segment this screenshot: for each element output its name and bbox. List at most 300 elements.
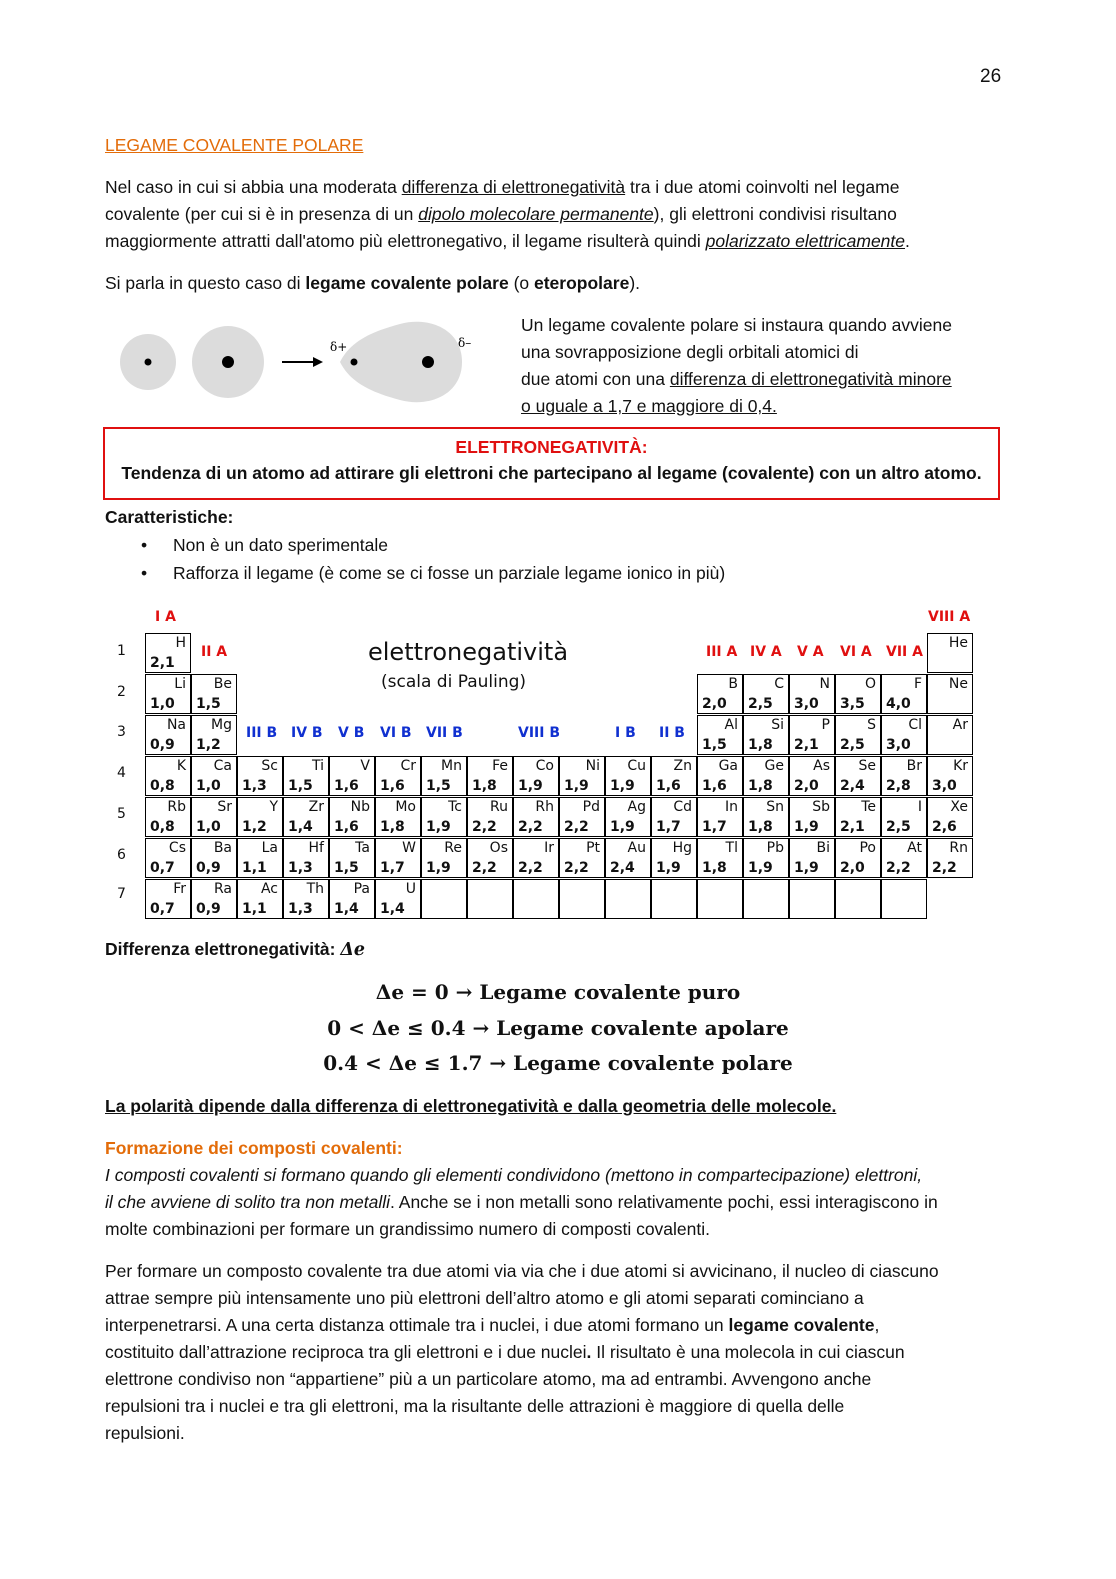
- side-underline: differenza di elettronegatività minore: [669, 369, 952, 389]
- element-value: 1,0: [196, 819, 221, 835]
- period-label: 3: [117, 724, 126, 740]
- element-cell: [513, 797, 559, 837]
- equation: Δe = 0 → Legame covalente puro: [375, 980, 741, 1004]
- element-value: 1,5: [288, 778, 313, 794]
- intro-text: .: [905, 231, 910, 251]
- element-symbol: V: [360, 758, 370, 774]
- side-line: una sovrapposizione degli orbitali atomici di: [521, 342, 859, 362]
- equation: 0 < Δe ≤ 0.4 → Legame covalente apolare: [327, 1016, 789, 1040]
- element-cell: [605, 797, 651, 837]
- element-cell: [927, 633, 973, 673]
- element-value: 1,4: [334, 901, 359, 917]
- period-label: 7: [117, 886, 126, 902]
- element-cell: [145, 879, 191, 919]
- element-value: 1,9: [518, 778, 543, 794]
- definition-title: ELETTRONEGATIVITÀ:: [455, 437, 648, 457]
- element-value: 1,1: [242, 901, 267, 917]
- characteristics-heading: Caratteristiche:: [105, 507, 234, 527]
- element-cell: [421, 756, 467, 796]
- element-cell: [145, 756, 191, 796]
- element-symbol: Se: [858, 758, 876, 774]
- empty-cell: [467, 879, 513, 919]
- bold-text: eteropolare: [534, 273, 630, 293]
- element-cell: [283, 797, 329, 837]
- element-value: 0,9: [196, 860, 221, 876]
- characteristics-list: [105, 531, 1005, 587]
- element-value: 2,2: [932, 860, 957, 876]
- element-cell: [881, 838, 927, 878]
- element-cell: [145, 633, 191, 673]
- side-line: Un legame covalente polare si instaura quando avviene: [521, 315, 952, 335]
- element-symbol: In: [724, 799, 738, 815]
- element-value: 1,8: [748, 778, 773, 794]
- group-label: I A: [155, 609, 176, 625]
- element-symbol: Sr: [217, 799, 232, 815]
- element-value: 2,1: [840, 819, 865, 835]
- element-symbol: Li: [174, 676, 186, 692]
- element-symbol: N: [819, 676, 830, 692]
- element-cell: [375, 838, 421, 878]
- delta-plus-label: δ+: [330, 340, 348, 354]
- element-symbol: Os: [489, 840, 508, 856]
- element-cell: [697, 756, 743, 796]
- period-label: 4: [117, 765, 126, 781]
- element-value: 1,3: [288, 860, 313, 876]
- intro-text: covalente (per cui si è in presenza di un: [105, 204, 419, 224]
- element-cell: [191, 797, 237, 837]
- element-cell: [283, 756, 329, 796]
- element-cell: [559, 756, 605, 796]
- side-underline: o uguale a 1,7 e maggiore di 0,4.: [521, 396, 777, 416]
- table-subtitle: (scala di Pauling): [381, 672, 527, 692]
- element-cell: [145, 715, 191, 755]
- element-cell: [237, 879, 283, 919]
- arrow-head-icon: [313, 357, 323, 367]
- element-cell: [329, 879, 375, 919]
- intro-underline-italic: dipolo molecolare permanente: [418, 204, 654, 224]
- empty-cell: [881, 879, 927, 919]
- element-value: 1,9: [794, 819, 819, 835]
- element-cell: [789, 797, 835, 837]
- element-value: 0,7: [150, 860, 175, 876]
- element-symbol: Ge: [764, 758, 784, 774]
- element-cell: [467, 797, 513, 837]
- element-symbol: Pb: [766, 840, 784, 856]
- element-value: 1,8: [748, 737, 773, 753]
- group-label: I B: [615, 725, 636, 741]
- element-cell: [651, 797, 697, 837]
- table-title: elettronegatività: [368, 638, 569, 666]
- delta-heading: [105, 936, 365, 964]
- group-label: III A: [706, 644, 738, 660]
- group-label: IV B: [291, 725, 323, 741]
- group-label: VI A: [840, 644, 872, 660]
- element-symbol: Mn: [441, 758, 462, 774]
- polar-sentence: [105, 270, 1005, 297]
- element-cell: [191, 879, 237, 919]
- element-symbol: Ne: [948, 676, 968, 692]
- element-value: 1,4: [288, 819, 313, 835]
- group-label: V A: [797, 644, 824, 660]
- element-value: 0,7: [150, 901, 175, 917]
- element-cell: [605, 838, 651, 878]
- intro-underline: differenza di elettronegatività: [401, 177, 626, 197]
- period-label: 5: [117, 806, 126, 822]
- element-value: 2,2: [472, 860, 497, 876]
- element-cell: [743, 715, 789, 755]
- element-cell: [835, 756, 881, 796]
- element-value: 2,4: [610, 860, 635, 876]
- element-cell: [651, 838, 697, 878]
- equation: 0.4 < Δe ≤ 1.7 → Legame covalente polare: [323, 1051, 793, 1075]
- element-value: 1,9: [748, 860, 773, 876]
- empty-cell: [651, 879, 697, 919]
- intro-text: Nel caso in cui si abbia una moderata: [105, 177, 402, 197]
- element-cell: [237, 797, 283, 837]
- element-cell: [145, 797, 191, 837]
- element-value: 2,2: [472, 819, 497, 835]
- empty-cell: [513, 879, 559, 919]
- element-cell: [513, 838, 559, 878]
- element-cell: [743, 674, 789, 714]
- element-symbol: Kr: [953, 758, 968, 774]
- element-value: 2,0: [840, 860, 865, 876]
- element-symbol: Rb: [167, 799, 186, 815]
- element-value: 1,6: [380, 778, 405, 794]
- element-cell: [329, 797, 375, 837]
- element-symbol: Cs: [168, 840, 186, 856]
- element-symbol: Rh: [535, 799, 554, 815]
- element-cell: [789, 674, 835, 714]
- element-value: 2,2: [886, 860, 911, 876]
- bold-text: legame covalente polare: [305, 273, 509, 293]
- element-symbol: Ru: [490, 799, 508, 815]
- element-value: 2,1: [150, 655, 175, 671]
- definition-text: Tendenza di un atomo ad attirare gli elettroni che partecipano al legame (covalente) con un altro atomo.: [121, 463, 982, 483]
- section-title: LEGAME COVALENTE POLARE: [105, 135, 364, 155]
- element-value: 3,0: [794, 696, 819, 712]
- text: ).: [629, 273, 641, 293]
- element-symbol: Fr: [173, 881, 186, 897]
- page-number: 26: [980, 66, 1002, 87]
- polarity-note: La polarità dipende dalla differenza di elettronegatività e dalla geometria delle molecole.: [105, 1096, 837, 1116]
- element-cell: [835, 797, 881, 837]
- element-cell: [559, 838, 605, 878]
- element-symbol: Ag: [627, 799, 646, 815]
- element-symbol: Xe: [950, 799, 968, 815]
- element-cell: [467, 756, 513, 796]
- element-value: 1,7: [702, 819, 727, 835]
- element-value: 1,5: [334, 860, 359, 876]
- element-cell: [881, 715, 927, 755]
- element-value: 1,6: [702, 778, 727, 794]
- element-cell: [927, 756, 973, 796]
- element-symbol: At: [907, 840, 922, 856]
- element-cell: [927, 674, 973, 714]
- element-value: 2,5: [840, 737, 865, 753]
- list-item: • Rafforza il legame (è come se ci fosse un parziale legame ionico in più): [105, 559, 1005, 587]
- element-symbol: Ni: [585, 758, 600, 774]
- element-cell: [881, 756, 927, 796]
- empty-cell: [743, 879, 789, 919]
- element-symbol: Si: [771, 717, 784, 733]
- element-symbol: Hf: [308, 840, 324, 856]
- group-label: III B: [246, 725, 278, 741]
- element-cell: [559, 797, 605, 837]
- electronegativity-table: [100, 600, 980, 920]
- nucleus: [422, 356, 434, 368]
- element-cell: [697, 674, 743, 714]
- element-symbol: Ta: [355, 840, 370, 856]
- element-value: 0,9: [196, 901, 221, 917]
- element-symbol: La: [261, 840, 278, 856]
- element-value: 1,1: [242, 860, 267, 876]
- element-cell: [191, 756, 237, 796]
- element-value: 1,9: [610, 778, 635, 794]
- side-line: due atomi con una: [521, 369, 670, 389]
- intro-text: maggiormente attratti dall'atomo più elettronegativo, il legame risulterà quindi: [105, 231, 706, 251]
- delta-symbol: Δe: [340, 940, 366, 960]
- element-cell: [513, 756, 559, 796]
- empty-cell: [421, 879, 467, 919]
- element-symbol: W: [402, 840, 416, 856]
- empty-cell: [559, 879, 605, 919]
- element-cell: [789, 838, 835, 878]
- element-symbol: Pa: [353, 881, 370, 897]
- element-value: 1,6: [334, 778, 359, 794]
- element-symbol: Sn: [766, 799, 784, 815]
- group-label: VIII A: [928, 609, 971, 625]
- element-symbol: Po: [859, 840, 876, 856]
- element-cell: [743, 797, 789, 837]
- element-symbol: Au: [627, 840, 646, 856]
- element-symbol: Th: [306, 881, 324, 897]
- element-cell: [605, 756, 651, 796]
- element-value: 1,8: [380, 819, 405, 835]
- intro-text: ), gli elettroni condivisi risultano: [653, 204, 897, 224]
- element-value: 2,5: [886, 819, 911, 835]
- element-symbol: O: [864, 676, 876, 692]
- element-cell: [697, 838, 743, 878]
- element-cell: [283, 879, 329, 919]
- intro-paragraph: [105, 174, 1005, 255]
- text: (o: [508, 273, 534, 293]
- intro-underline-italic: polarizzato elettricamente: [705, 231, 906, 251]
- element-cell: [789, 756, 835, 796]
- element-cell: [145, 674, 191, 714]
- element-symbol: Cr: [400, 758, 416, 774]
- element-cell: [835, 715, 881, 755]
- text: Si parla in questo caso di: [105, 273, 306, 293]
- element-cell: [375, 756, 421, 796]
- element-cell: [191, 674, 237, 714]
- element-cell: [191, 838, 237, 878]
- element-value: 1,7: [656, 819, 681, 835]
- element-symbol: Te: [861, 799, 876, 815]
- element-cell: [467, 838, 513, 878]
- element-value: 2,0: [702, 696, 727, 712]
- element-symbol: Ba: [213, 840, 232, 856]
- element-value: 3,0: [886, 737, 911, 753]
- element-cell: [697, 797, 743, 837]
- element-symbol: Tl: [725, 840, 738, 856]
- element-cell: [881, 674, 927, 714]
- element-symbol: Br: [906, 758, 922, 774]
- element-symbol: Cl: [908, 717, 922, 733]
- element-cell: [651, 756, 697, 796]
- element-cell: [743, 838, 789, 878]
- formation-text: . Anche se i non metalli sono relativamente pochi, essi interagiscono in: [390, 1192, 938, 1212]
- intro-text: tra i due atomi coinvolti nel legame: [625, 177, 900, 197]
- empty-cell: [605, 879, 651, 919]
- element-cell: [835, 674, 881, 714]
- element-symbol: Ra: [214, 881, 232, 897]
- element-symbol: H: [175, 635, 186, 651]
- element-cell: [237, 838, 283, 878]
- element-value: 1,4: [380, 901, 405, 917]
- element-value: 1,8: [748, 819, 773, 835]
- side-text: [521, 312, 1011, 420]
- element-value: 0,8: [150, 819, 175, 835]
- element-symbol: Co: [535, 758, 554, 774]
- element-cell: [375, 879, 421, 919]
- element-symbol: Zr: [308, 799, 324, 815]
- paragraph-line: repulsioni tra i nuclei e tra gli elettroni, ma la risultante delle attrazioni è maggiore di quella delle: [105, 1396, 845, 1416]
- element-symbol: S: [867, 717, 876, 733]
- element-cell: [421, 838, 467, 878]
- element-symbol: Hg: [672, 840, 692, 856]
- element-symbol: F: [913, 676, 922, 692]
- element-cell: [283, 838, 329, 878]
- element-symbol: As: [813, 758, 830, 774]
- element-value: 1,0: [150, 696, 175, 712]
- element-symbol: Ti: [311, 758, 324, 774]
- list-item: • Non è un dato sperimentale: [105, 531, 1005, 559]
- element-value: 1,9: [426, 860, 451, 876]
- definition-box: [103, 427, 1000, 500]
- element-symbol: P: [821, 717, 830, 733]
- element-symbol: K: [176, 758, 186, 774]
- element-value: 0,9: [150, 737, 175, 753]
- paragraph-text: interpenetrarsi. A una certa distanza ottimale tra i nuclei, i due atomi formano un: [105, 1315, 729, 1335]
- period-label: 6: [117, 847, 126, 863]
- delta-minus-label: δ–: [458, 336, 472, 350]
- paragraph-text: Il risultato è una molecola in cui ciascun: [591, 1342, 905, 1362]
- paragraph-line: repulsioni.: [105, 1423, 185, 1443]
- orbital-diagram: [110, 312, 490, 412]
- empty-cell: [835, 879, 881, 919]
- paragraph-text: costituito dall’attrazione reciproca tra gli elettroni e i due nuclei: [105, 1342, 587, 1362]
- element-symbol: Cd: [673, 799, 692, 815]
- element-value: 2,4: [840, 778, 865, 794]
- element-cell: [789, 715, 835, 755]
- element-symbol: B: [728, 676, 738, 692]
- element-cell: [329, 838, 375, 878]
- element-symbol: Al: [724, 717, 738, 733]
- group-label: VIII B: [518, 725, 561, 741]
- element-value: 2,8: [886, 778, 911, 794]
- element-value: 2,2: [518, 819, 543, 835]
- element-symbol: Y: [269, 799, 278, 815]
- element-symbol: Re: [444, 840, 462, 856]
- element-cell: [881, 797, 927, 837]
- element-symbol: Be: [213, 676, 232, 692]
- empty-cell: [789, 879, 835, 919]
- element-cell: [375, 797, 421, 837]
- element-value: 1,5: [702, 737, 727, 753]
- element-cell: [697, 715, 743, 755]
- element-symbol: Zn: [673, 758, 692, 774]
- element-value: 1,9: [426, 819, 451, 835]
- formation-line: molte combinazioni per formare un grandissimo numero di composti covalenti.: [105, 1219, 710, 1239]
- group-label: VII A: [886, 644, 923, 660]
- nucleus: [351, 359, 358, 366]
- element-value: 4,0: [886, 696, 911, 712]
- group-label: VII B: [426, 725, 463, 741]
- element-value: 1,8: [472, 778, 497, 794]
- element-symbol: Fe: [492, 758, 508, 774]
- element-cell: [329, 756, 375, 796]
- paragraph-line: elettrone condiviso non “appartiene” più a un particolare atomo, ma ad entrambi. Avvengono anche: [105, 1369, 872, 1389]
- paragraph-line: attrae sempre più intensamente uno più elettroni dell’altro atomo e gli atomi separati cominciano a: [105, 1288, 864, 1308]
- empty-cell: [697, 879, 743, 919]
- formation-italic: il che avviene di solito tra non metalli: [105, 1192, 391, 1212]
- element-symbol: Cu: [627, 758, 646, 774]
- element-symbol: Sc: [261, 758, 278, 774]
- element-cell: [927, 797, 973, 837]
- element-value: 1,9: [656, 860, 681, 876]
- delta-heading-text: Differenza elettronegatività:: [105, 939, 341, 959]
- period-label: 2: [117, 684, 126, 700]
- element-symbol: Mo: [395, 799, 416, 815]
- element-symbol: Tc: [448, 799, 462, 815]
- group-label: VI B: [380, 725, 412, 741]
- group-label: IV A: [750, 644, 782, 660]
- element-cell: [743, 756, 789, 796]
- element-symbol: Ac: [260, 881, 278, 897]
- element-value: 1,7: [380, 860, 405, 876]
- group-label: II A: [201, 644, 228, 660]
- nucleus: [145, 359, 152, 366]
- element-value: 2,2: [564, 860, 589, 876]
- element-symbol: Pd: [582, 799, 600, 815]
- element-cell: [835, 838, 881, 878]
- element-value: 1,5: [426, 778, 451, 794]
- element-cell: [927, 715, 973, 755]
- element-symbol: Rn: [949, 840, 968, 856]
- element-symbol: Pt: [586, 840, 600, 856]
- element-value: 3,5: [840, 696, 865, 712]
- element-value: 0,8: [150, 778, 175, 794]
- element-value: 2,2: [564, 819, 589, 835]
- group-label: II B: [659, 725, 685, 741]
- group-label: V B: [338, 725, 365, 741]
- bold-text: legame covalente: [728, 1315, 875, 1335]
- element-symbol: Ir: [544, 840, 554, 856]
- formation-line: I composti covalenti si formano quando gli elementi condividono (mettono in compartecipazione) elettroni,: [105, 1165, 923, 1185]
- element-symbol: Mg: [211, 717, 232, 733]
- element-value: 2,1: [794, 737, 819, 753]
- element-cell: [237, 756, 283, 796]
- element-value: 1,8: [702, 860, 727, 876]
- element-value: 1,9: [610, 819, 635, 835]
- element-cell: [191, 715, 237, 755]
- polar-orbital: [340, 322, 462, 402]
- formation-heading: Formazione dei composti covalenti:: [105, 1138, 403, 1158]
- element-value: 1,6: [656, 778, 681, 794]
- element-symbol: Na: [166, 717, 186, 733]
- element-value: 1,3: [242, 778, 267, 794]
